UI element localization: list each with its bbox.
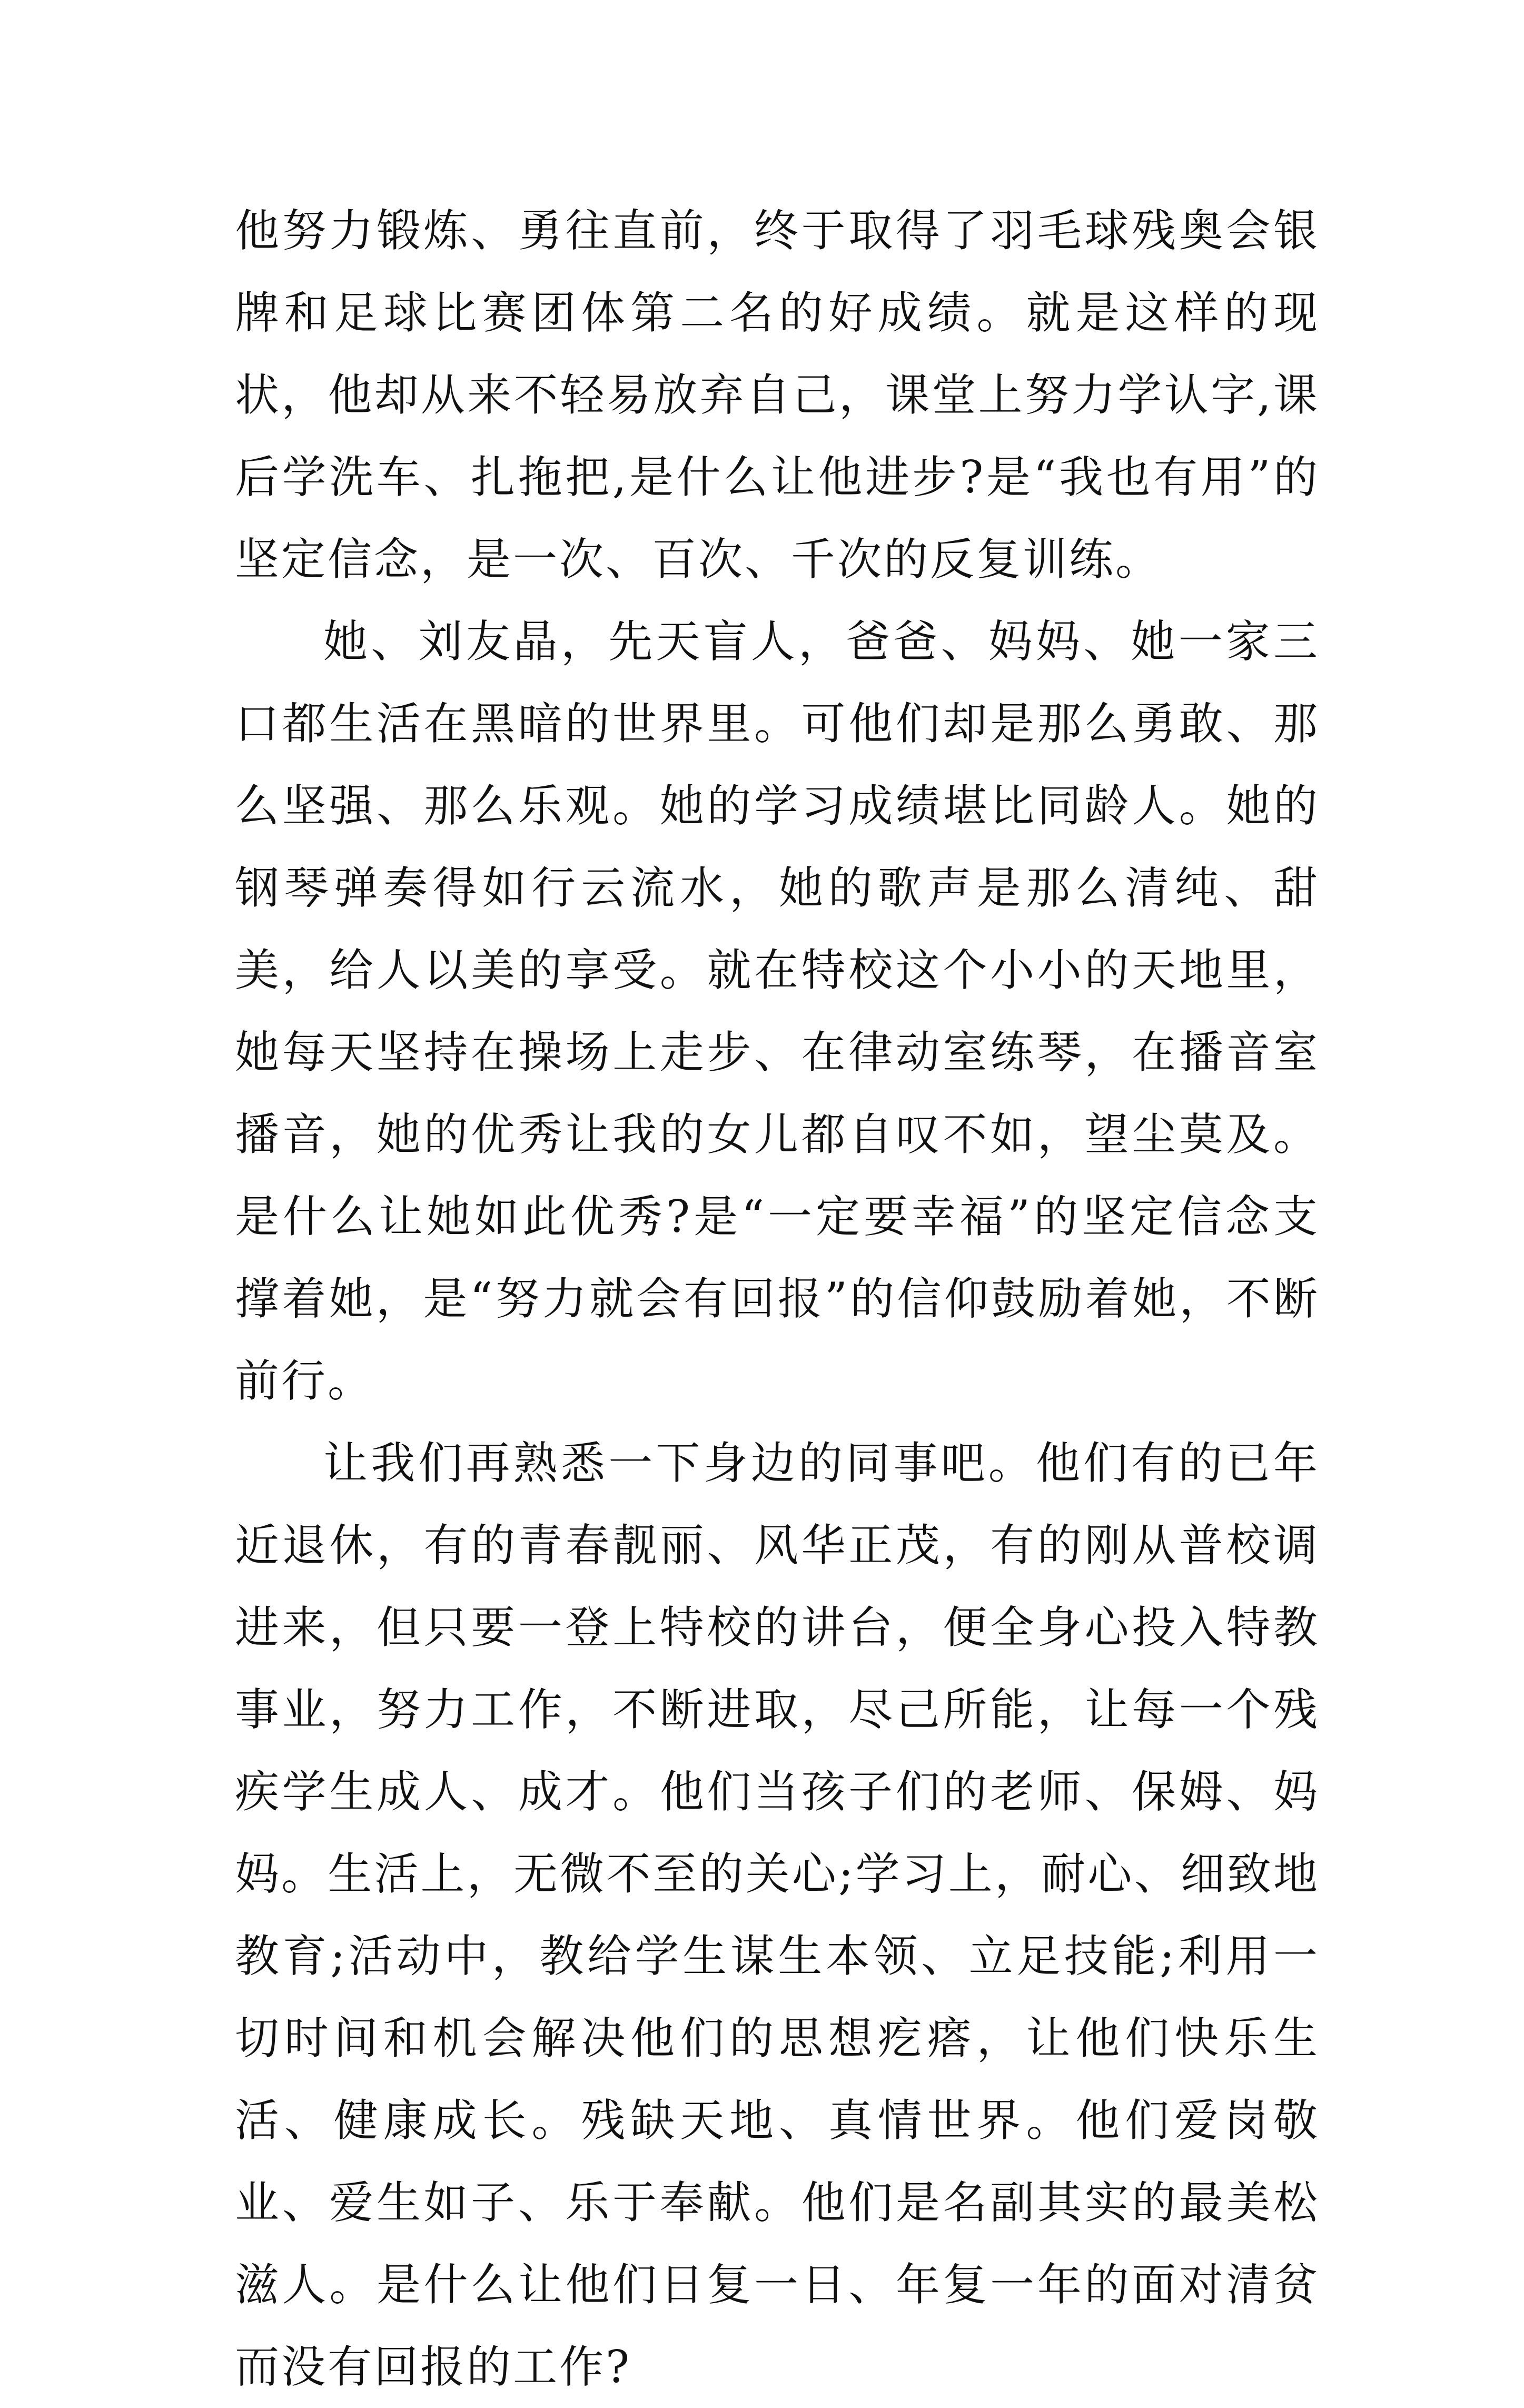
paragraph-1: 他努力锻炼、勇往直前，终于取得了羽毛球残奥会银牌和足球比赛团体第二名的好成绩。就是这样的现状，他却从来不轻易放弃自己，课堂上努力学认字,课后学洗车、扎拖把,是什么让他进步?是“我也有用”的坚定信念，是一次、百次、千次的反复训练。 (235, 205, 1320, 585)
paragraph-3: 让我们再熟悉一下身边的同事吧。他们有的已年近退休，有的青春靓丽、风华正茂，有的刚从普校调进来，但只要一登上特校的讲台，便全身心投入特教事业，努力工作，不断进取，尽己所能，让每一个残疾学生成人、成才。他们当孩子们的老师、保姆、妈妈。生活上，无微不至的关心;学习上，耐心、细致地教育;活动中，教给学生谋生本领、立足技能;利用一切时间和机会解决他们的思想疙瘩，让他们快乐生活、健康成长。残缺天地、真情世界。他们爱岗敬业、爱生如子、乐于奉献。他们是名副其实的最美松滋人。是什么让他们日复一日、年复一年的面对清贫而没有回报的工作? (235, 1437, 1320, 2393)
paragraph-2: 她、刘友晶，先天盲人，爸爸、妈妈、她一家三口都生活在黑暗的世界里。可他们却是那么勇敢、那么坚强、那么乐观。她的学习成绩堪比同龄人。她的钢琴弹奏得如行云流水，她的歌声是那么清纯、甜美，给人以美的享受。就在特校这个小小的天地里，她每天坚持在操场上走步、在律动室练琴，在播音室播音，她的优秀让我的女儿都自叹不如，望尘莫及。是什么让她如此优秀?是“一定要幸福”的坚定信念支撑着她，是“努力就会有回报”的信仰鼓励着她，不断前行。 (235, 616, 1320, 1407)
document-body (235, 190, 1320, 2408)
